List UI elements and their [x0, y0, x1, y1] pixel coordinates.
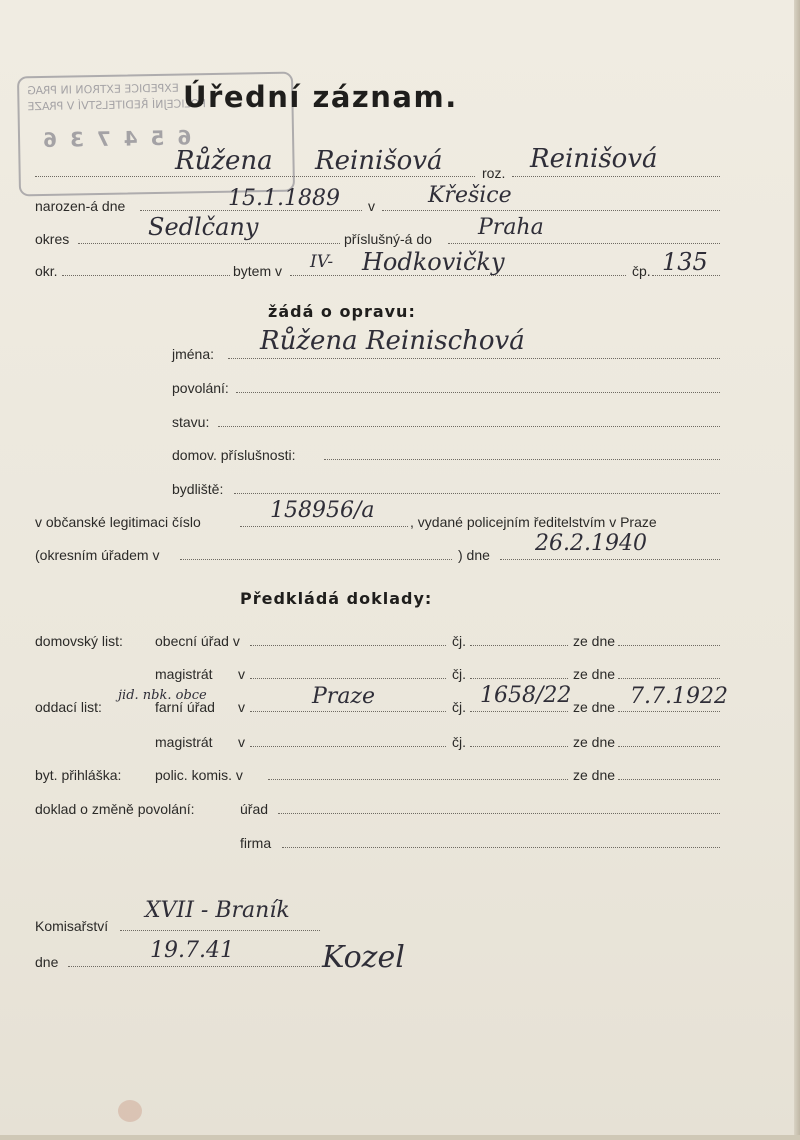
hw-corrected-name: Růžena Reinischová — [260, 326, 525, 356]
page-title: Úřední záznam. — [183, 80, 458, 114]
label-municipal-office: obecní úřad v — [155, 633, 240, 649]
names-line — [228, 358, 720, 359]
label-home-membership: domov. příslušnosti: — [172, 447, 296, 463]
label-v: v — [238, 699, 245, 715]
hw-surname: Reinišová — [315, 146, 443, 176]
label-domicile: příslušný-á do — [344, 231, 432, 247]
label-ref-no: čj. — [452, 699, 466, 715]
section-heading-correction: žádá o opravu: — [268, 302, 416, 321]
label-v: v — [368, 198, 375, 214]
police-comm-line — [268, 779, 568, 780]
district-line — [78, 243, 340, 244]
label-status: stavu: — [172, 414, 210, 430]
hw-residence: Hodkovičky — [362, 248, 505, 276]
okr-line — [62, 275, 230, 276]
label-v: v — [238, 666, 245, 682]
from-date-line — [618, 711, 720, 712]
id-date-line — [500, 559, 720, 560]
ink-stain — [118, 1100, 142, 1122]
label-v: v — [238, 734, 245, 750]
label-district: okres — [35, 231, 70, 247]
maiden-line — [512, 176, 720, 177]
label-occupation-change: doklad o změně povolání: — [35, 801, 195, 817]
hw-name: Růžena — [175, 146, 273, 176]
ref-line — [470, 711, 568, 712]
label-born: narozen-á dne — [35, 198, 126, 214]
section-heading-documents: Předkládá doklady: — [240, 589, 433, 608]
label-ref-no: čj. — [452, 734, 466, 750]
label-date-paren: ) dne — [458, 547, 490, 563]
label-occupation: povolání: — [172, 380, 229, 396]
hw-district: Sedlčany — [148, 213, 259, 241]
id-number-line — [240, 526, 408, 527]
label-magistrate: magistrát — [155, 666, 213, 682]
hw-birth-place: Křešice — [428, 183, 512, 208]
signature — [322, 940, 405, 975]
label-residence-place: bydliště: — [172, 481, 224, 497]
label-from-date: ze dne — [573, 633, 616, 649]
label-ref-no: čj. — [452, 666, 466, 682]
hw-birth-date: 15.1.1889 — [228, 186, 340, 211]
hw-maiden: Reinišová — [530, 144, 658, 174]
label-issued: , vydané policejním ředitelstvím v Praze — [410, 514, 657, 530]
label-residence: bytem v — [233, 263, 283, 279]
label-office: úřad — [240, 801, 269, 817]
hw-id-number: 158956/a — [270, 498, 375, 523]
stamp-text: POLICEJNÍ ŘEDITELSTVÍ V PRAZE — [27, 97, 207, 114]
ref-line — [470, 645, 568, 646]
label-date: dne — [35, 954, 59, 970]
residence-place-line — [234, 493, 720, 494]
district-office-line — [180, 559, 452, 560]
label-marriage-cert: oddací list: — [35, 699, 102, 715]
page-edge-bottom — [0, 1135, 800, 1140]
hw-id-date: 26.2.1940 — [535, 531, 647, 556]
commissariat-line — [120, 930, 320, 931]
date-line — [68, 966, 320, 967]
from-date-line — [618, 746, 720, 747]
status-line — [218, 426, 720, 427]
ref-line — [470, 678, 568, 679]
label-magistrate: magistrát — [155, 734, 213, 750]
hw-record-date: 19.7.41 — [150, 938, 234, 963]
label-police-comm: polic. komis. v — [155, 767, 243, 783]
label-okr: okr. — [35, 263, 58, 279]
label-from-date: ze dne — [573, 767, 616, 783]
home-membership-line — [324, 459, 720, 460]
label-commissariat: Komisařství — [35, 918, 109, 934]
hw-marriage-note: jid. nbk. obce — [118, 688, 207, 703]
label-firm: firma — [240, 835, 272, 851]
label-from-date: ze dne — [573, 734, 616, 750]
from-date-line — [618, 779, 720, 780]
office-line — [278, 813, 720, 814]
from-date-line — [618, 645, 720, 646]
label-from-date: ze dne — [573, 699, 616, 715]
hw-commissariat: XVII - Braník — [145, 898, 290, 923]
page-edge — [794, 0, 800, 1140]
hw-signature: Kozel — [322, 940, 405, 975]
stamp-text: EXPEDICE EXTRON IN PRAG — [27, 81, 179, 98]
label-home-certificate: domovský list: — [35, 633, 123, 649]
label-names: jména: — [172, 346, 215, 362]
domicile-line — [448, 243, 720, 244]
ref-line — [470, 746, 568, 747]
parish-line — [250, 711, 446, 712]
name-line — [35, 176, 475, 177]
label-from-date: ze dne — [573, 666, 616, 682]
hw-house-no: 135 — [662, 248, 708, 276]
hw-residence-prefix: IV- — [310, 252, 334, 272]
hw-marriage-cj: 1658/22 — [480, 683, 572, 708]
label-district-office: (okresním úřadem v — [35, 547, 160, 563]
label-roz: roz. — [482, 165, 506, 181]
label-registration: byt. přihláška: — [35, 767, 122, 783]
label-parish-office: farní úřad — [155, 699, 215, 715]
occupation-line — [236, 392, 720, 393]
hw-marriage-place: Praze — [312, 684, 376, 709]
stamp-number: 6 5 4 7 3 6 — [39, 125, 192, 153]
label-house-no: čp. — [632, 263, 651, 279]
municipal-line — [250, 645, 446, 646]
magistrate-line — [250, 746, 446, 747]
firm-line — [282, 847, 720, 848]
from-date-line — [618, 678, 720, 679]
magistrate-line — [250, 678, 446, 679]
hw-domicile: Praha — [478, 215, 544, 240]
birthplace-line — [382, 210, 720, 211]
label-id-card: v občanské legitimaci číslo — [35, 514, 201, 530]
hw-marriage-date: 7.7.1922 — [630, 684, 728, 709]
label-ref-no: čj. — [452, 633, 466, 649]
